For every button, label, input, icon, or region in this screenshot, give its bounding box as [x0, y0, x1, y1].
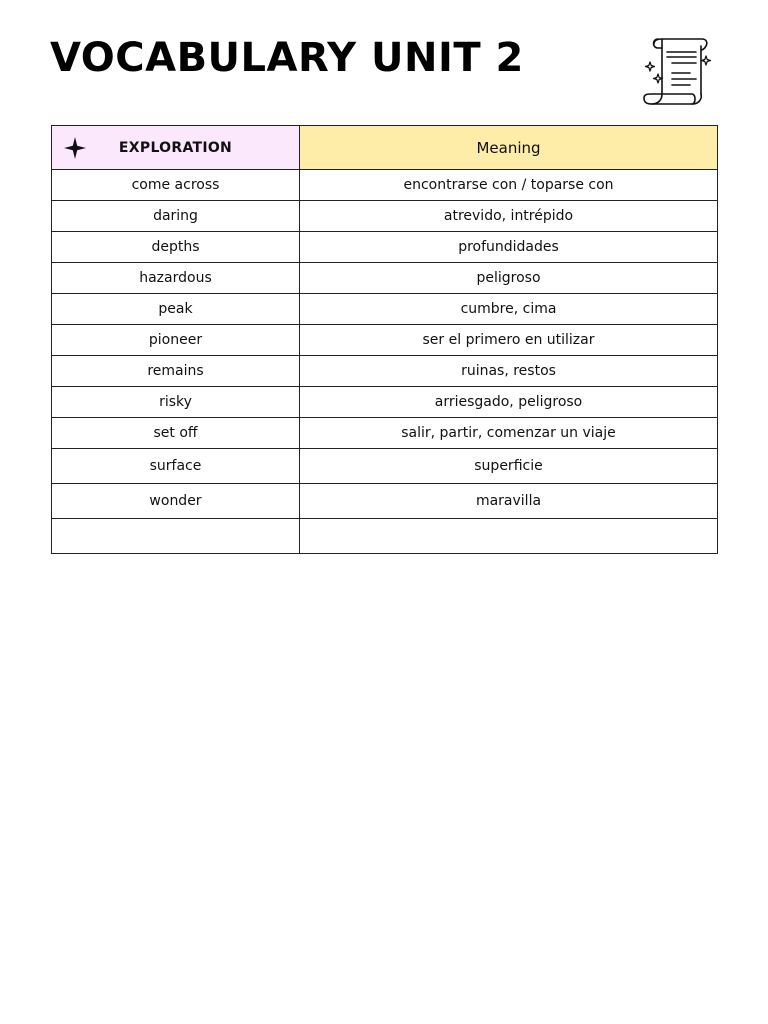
- scroll-icon: [640, 36, 714, 112]
- word-cell: [52, 519, 300, 554]
- word-cell: wonder: [52, 484, 300, 519]
- sparkle-icon: [64, 137, 86, 159]
- header-word-cell: [52, 126, 300, 170]
- word-cell: come across: [52, 170, 300, 201]
- table-row: [52, 484, 718, 519]
- meaning-cell: atrevido, intrépido: [300, 201, 718, 232]
- header-word-label: EXPLORATION: [118, 139, 233, 156]
- table-row: [52, 325, 718, 356]
- meaning-cell: maravilla: [300, 484, 718, 519]
- word-cell: set off: [52, 418, 300, 449]
- meaning-cell: profundidades: [300, 232, 718, 263]
- word-cell: pioneer: [52, 325, 300, 356]
- word-cell: depths: [52, 232, 300, 263]
- word-cell: daring: [52, 201, 300, 232]
- word-cell: peak: [52, 294, 300, 325]
- word-cell: surface: [52, 449, 300, 484]
- table-row: [52, 449, 718, 484]
- meaning-cell: encontrarse con / toparse con: [300, 170, 718, 201]
- meaning-cell: cumbre, cima: [300, 294, 718, 325]
- table-row: [52, 294, 718, 325]
- table-row: [52, 263, 718, 294]
- meaning-cell: ruinas, restos: [300, 356, 718, 387]
- header-meaning-cell: [300, 126, 718, 170]
- meaning-cell: salir, partir, comenzar un viaje: [300, 418, 718, 449]
- meaning-cell: arriesgado, peligroso: [300, 387, 718, 418]
- table-row: [52, 418, 718, 449]
- meaning-cell: peligroso: [300, 263, 718, 294]
- vocabulary-table: [51, 125, 718, 554]
- table-row: [52, 387, 718, 418]
- table-row: [52, 356, 718, 387]
- table-row-empty: [52, 519, 718, 554]
- table-row: [52, 201, 718, 232]
- table-row: [52, 170, 718, 201]
- meaning-cell: ser el primero en utilizar: [300, 325, 718, 356]
- meaning-cell: superficie: [300, 449, 718, 484]
- word-cell: hazardous: [52, 263, 300, 294]
- header-meaning-label: Meaning: [476, 138, 541, 157]
- page-title: VOCABULARY UNIT 2: [50, 35, 524, 81]
- word-cell: risky: [52, 387, 300, 418]
- meaning-cell: [300, 519, 718, 554]
- word-cell: remains: [52, 356, 300, 387]
- table-header-row: [52, 126, 718, 170]
- table-row: [52, 232, 718, 263]
